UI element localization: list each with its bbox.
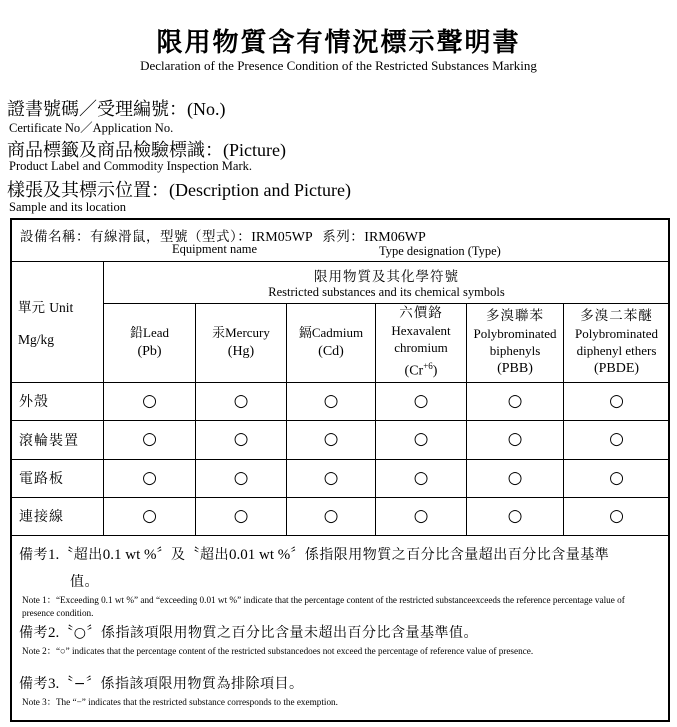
note-1-zh-cont: 值。 (70, 574, 99, 590)
substance-cadmium-zh: 鎘 (298, 325, 312, 341)
certificate-label-en: Certificate No／Application No. (9, 121, 174, 135)
restricted-header-en: Restricted substances and its chemical symbols (268, 285, 505, 299)
substance-pbb-symbol: (PBB) (497, 360, 533, 376)
note-2-en (22, 645, 672, 658)
type-value: IRM05WP (251, 230, 313, 245)
note-3-text: 〝−〞係指該項限用物質為排除項目。 (59, 676, 304, 692)
substance-pbde-zh: 多溴二苯醚 (580, 307, 653, 324)
label-mark-label: 商品標籤及商品檢驗標識： (7, 140, 223, 161)
note-2-text: 〝○〞係指該項限用物質之百分比含量未超出百分比含量基準值。 (59, 625, 478, 641)
equipment-row (10, 218, 670, 262)
note-1-text-e: 〞係指限用物質之百分比含量超出百分比含量基準 (290, 547, 610, 563)
substance-mercury (196, 304, 287, 383)
presence-mark: ○ (467, 420, 564, 459)
substance-cadmium-en: Cadmium (311, 324, 364, 340)
table-row (12, 497, 670, 535)
equipment-name-value: 有線滑鼠， (90, 229, 160, 245)
note-1-text-d: 0.01 wt % (229, 547, 291, 563)
presence-mark: ○ (287, 420, 376, 459)
presence-mark: ○ (376, 459, 467, 497)
substance-chromium-zh: 六價鉻 (399, 305, 443, 321)
note-1-en (22, 594, 652, 619)
note-2-text-en: “○” indicates that the percentage content of the restricted substancedoes not exceed the percentage of reference value of presence. (55, 646, 534, 656)
substance-lead-zh: 鉛 (130, 325, 144, 341)
type-label-en: Type designation (Type) (379, 244, 501, 258)
chromium-symbol-base: (Cr (404, 363, 424, 379)
substance-chromium-en: Hexavalent chromium (391, 323, 451, 355)
note-3-en (22, 696, 652, 709)
substance-lead-en: Lead (143, 324, 169, 340)
presence-mark: ○ (564, 382, 670, 420)
substance-pbde-symbol: (PBDE) (593, 360, 640, 376)
presence-mark: ○ (467, 459, 564, 497)
substance-cadmium-symbol: (Cd) (318, 343, 344, 359)
presence-mark: ○ (376, 420, 467, 459)
presence-mark: ○ (196, 382, 287, 420)
substance-pbb-zh: 多溴聯苯 (486, 307, 544, 324)
part-name: 電路板 (12, 459, 104, 497)
note-1-label: 備考 (19, 547, 48, 563)
sample-label-en: Sample and its location (9, 200, 126, 214)
note-3-label: 備考 (19, 676, 48, 692)
note-3-num: 3. (48, 676, 60, 692)
substance-mercury-symbol: (Hg) (227, 343, 255, 359)
unit-header (12, 262, 104, 383)
presence-mark: ○ (104, 459, 196, 497)
presence-mark: ○ (196, 459, 287, 497)
part-name: 外殼 (12, 382, 104, 420)
note-3-text-en: The “−” indicates that the restricted substance corresponds to the exemption. (55, 697, 338, 707)
series-label: 系列： (322, 229, 365, 245)
restricted-header-zh: 限用物質及其化學符號 (314, 269, 459, 285)
note-3-zh (19, 673, 303, 693)
presence-mark: ○ (564, 459, 670, 497)
presence-mark: ○ (287, 382, 376, 420)
note-3-label-en: Note 3： (22, 697, 56, 707)
note-1-label-en: Note 1： (22, 595, 56, 605)
note-1-num: 1. (48, 547, 60, 563)
part-name: 滾輪裝置 (12, 420, 104, 459)
unit-measure: Mg/kg (18, 331, 55, 347)
substance-mercury-zh: 汞 (212, 325, 226, 341)
presence-mark: ○ (376, 497, 467, 535)
chromium-symbol-end: ) (432, 363, 438, 379)
equipment-name-label: 設備名稱： (20, 229, 90, 245)
substance-cadmium (287, 304, 376, 383)
substance-pbde-en: Polybrominated diphenyl ethers (574, 325, 659, 358)
unit-label-en: Unit (49, 299, 74, 315)
substance-lead-symbol: (Pb) (137, 343, 162, 359)
presence-mark: ○ (287, 497, 376, 535)
series-value: IRM06WP (364, 230, 426, 245)
note-2-zh (19, 622, 478, 642)
note-1-text-c: 〞及〝超出 (156, 547, 229, 563)
note-2-label: 備考 (19, 625, 48, 641)
table-row (12, 459, 670, 497)
presence-mark: ○ (196, 497, 287, 535)
sample-field (7, 176, 351, 202)
certificate-label: 證書號碼／受理編號： (7, 99, 187, 120)
label-mark-label-en: Product Label and Commodity Inspection Mark. (9, 159, 253, 173)
note-2-label-en: Note 2： (22, 646, 56, 656)
presence-mark: ○ (467, 382, 564, 420)
part-name: 連接線 (12, 497, 104, 535)
presence-mark: ○ (104, 497, 196, 535)
document-title: 限用物質含有情況標示聲明書 (156, 28, 521, 58)
presence-mark: ○ (467, 497, 564, 535)
note-1-text-en: “Exceeding 0.1 wt %” and “exceeding 0.01 wt %” indicate that the percentage content of the restricted substanceexceeds the reference percentage value of presence condition. (22, 595, 625, 618)
sample-label: 樣張及其標示位置： (7, 180, 169, 201)
restricted-header (104, 262, 670, 304)
note-1-zh (19, 544, 609, 564)
substance-pbde (564, 304, 670, 383)
presence-mark: ○ (287, 459, 376, 497)
document-subtitle: Declaration of the Presence Condition of the Restricted Substances Marking (140, 58, 537, 73)
presence-mark: ○ (564, 420, 670, 459)
presence-mark: ○ (564, 497, 670, 535)
note-2-num: 2. (48, 625, 60, 641)
substance-pbb (467, 304, 564, 383)
sample-value: (Description and Picture) (169, 180, 351, 200)
presence-mark: ○ (104, 382, 196, 420)
presence-mark: ○ (104, 420, 196, 459)
certificate-value: (No.) (187, 99, 226, 119)
equipment-name-label-en: Equipment name (172, 242, 258, 256)
substance-lead (104, 304, 196, 383)
note-1-text-b: 0.1 wt % (102, 547, 157, 563)
substance-pbb-en: Polybrominated biphenyls (473, 325, 557, 358)
table-row (12, 382, 670, 420)
type-label: 型號（型式）： (160, 229, 252, 245)
substance-mercury-en: Mercury (225, 324, 270, 340)
unit-label-zh: 單元 (18, 299, 45, 316)
table-row (12, 420, 670, 459)
label-mark-value: (Picture) (223, 140, 286, 160)
presence-mark: ○ (376, 382, 467, 420)
presence-mark: ○ (196, 420, 287, 459)
chromium-symbol-sup: +6 (423, 361, 433, 371)
note-1-text-a: 〝超出 (59, 547, 103, 563)
hazardous-substance-table (11, 261, 670, 536)
substance-hexavalent-chromium (376, 304, 467, 383)
substance-chromium-symbol (376, 356, 466, 382)
